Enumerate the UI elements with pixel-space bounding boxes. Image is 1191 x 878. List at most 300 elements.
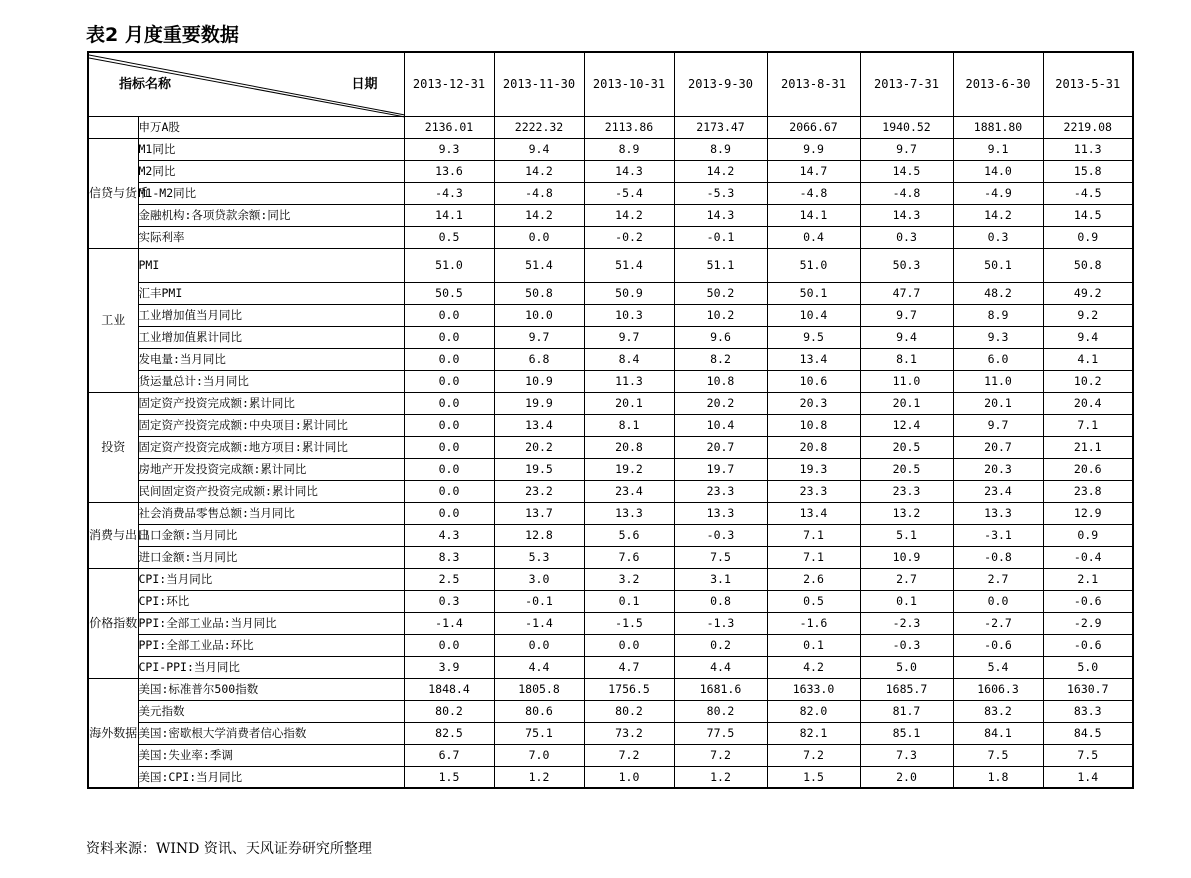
value-cell: 7.5 xyxy=(953,744,1043,766)
value-cell: 4.2 xyxy=(767,656,860,678)
value-cell: 8.9 xyxy=(584,138,674,160)
value-cell: -0.4 xyxy=(1043,546,1133,568)
value-cell: 20.8 xyxy=(767,436,860,458)
value-cell: -1.4 xyxy=(494,612,584,634)
value-cell: 20.3 xyxy=(953,458,1043,480)
indicator-name-header: 指标名称 xyxy=(119,77,172,92)
table-row xyxy=(88,248,1133,282)
value-cell: 7.1 xyxy=(767,524,860,546)
value-cell: 23.4 xyxy=(584,480,674,502)
value-cell: 13.4 xyxy=(494,414,584,436)
value-cell: 0.0 xyxy=(404,304,494,326)
value-cell: 0.3 xyxy=(860,226,953,248)
table-row xyxy=(88,568,1133,590)
value-cell: 15.8 xyxy=(1043,160,1133,182)
value-cell: 21.1 xyxy=(1043,436,1133,458)
value-cell: -1.4 xyxy=(404,612,494,634)
value-cell: 13.4 xyxy=(767,502,860,524)
value-cell: 20.7 xyxy=(953,436,1043,458)
value-cell: 1606.3 xyxy=(953,678,1043,700)
value-cell: 7.3 xyxy=(860,744,953,766)
value-cell: -0.1 xyxy=(494,590,584,612)
metric-name: 发电量:当月同比 xyxy=(138,348,404,370)
value-cell: 0.1 xyxy=(767,634,860,656)
value-cell: 23.3 xyxy=(767,480,860,502)
value-cell: 9.7 xyxy=(494,326,584,348)
value-cell: 0.5 xyxy=(767,590,860,612)
value-cell: -0.3 xyxy=(674,524,767,546)
value-cell: -4.8 xyxy=(860,182,953,204)
value-cell: -0.3 xyxy=(860,634,953,656)
value-cell: 51.4 xyxy=(584,248,674,282)
value-cell: -4.3 xyxy=(404,182,494,204)
value-cell: 20.3 xyxy=(767,392,860,414)
table-row xyxy=(88,480,1133,502)
value-cell: 3.1 xyxy=(674,568,767,590)
value-cell: 5.6 xyxy=(584,524,674,546)
value-cell: 0.0 xyxy=(404,370,494,392)
value-cell: 1805.8 xyxy=(494,678,584,700)
value-cell: 0.5 xyxy=(404,226,494,248)
value-cell: -0.8 xyxy=(953,546,1043,568)
value-cell: 7.6 xyxy=(584,546,674,568)
date-column-header: 2013-11-30 xyxy=(494,52,584,116)
value-cell: 14.2 xyxy=(953,204,1043,226)
group-label: 海外数据 xyxy=(88,678,138,788)
value-cell: 0.2 xyxy=(674,634,767,656)
value-cell: 4.7 xyxy=(584,656,674,678)
value-cell: 0.0 xyxy=(404,634,494,656)
value-cell: 13.6 xyxy=(404,160,494,182)
date-column-header: 2013-5-31 xyxy=(1043,52,1133,116)
value-cell: 0.0 xyxy=(494,634,584,656)
value-cell: 1685.7 xyxy=(860,678,953,700)
value-cell: 2.7 xyxy=(953,568,1043,590)
value-cell: 82.1 xyxy=(767,722,860,744)
group-label xyxy=(88,116,138,138)
metric-name: CPI:环比 xyxy=(138,590,404,612)
table-row xyxy=(88,370,1133,392)
value-cell: 1.2 xyxy=(674,766,767,788)
value-cell: 14.2 xyxy=(674,160,767,182)
value-cell: 11.3 xyxy=(1043,138,1133,160)
value-cell: 0.3 xyxy=(404,590,494,612)
value-cell: 77.5 xyxy=(674,722,767,744)
value-cell: 0.0 xyxy=(404,392,494,414)
metric-name: 美国:密歇根大学消费者信心指数 xyxy=(138,722,404,744)
metric-name: 工业增加值累计同比 xyxy=(138,326,404,348)
metric-name: 金融机构:各项贷款余额:同比 xyxy=(138,204,404,226)
table-body xyxy=(88,116,1133,788)
value-cell: 3.0 xyxy=(494,568,584,590)
value-cell: 50.8 xyxy=(494,282,584,304)
value-cell: 73.2 xyxy=(584,722,674,744)
value-cell: 1630.7 xyxy=(1043,678,1133,700)
value-cell: -2.7 xyxy=(953,612,1043,634)
source-note: 资料来源：WIND 资讯、天风证券研究所整理 xyxy=(86,841,372,857)
metric-name: 工业增加值当月同比 xyxy=(138,304,404,326)
value-cell: 50.3 xyxy=(860,248,953,282)
metric-name: 固定资产投资完成额:累计同比 xyxy=(138,392,404,414)
metric-name: 美国:标准普尔500指数 xyxy=(138,678,404,700)
value-cell: 9.4 xyxy=(860,326,953,348)
value-cell: 0.0 xyxy=(494,226,584,248)
value-cell: 1.4 xyxy=(1043,766,1133,788)
value-cell: 9.6 xyxy=(674,326,767,348)
value-cell: 1.5 xyxy=(767,766,860,788)
value-cell: 5.4 xyxy=(953,656,1043,678)
metric-name: 申万A股 xyxy=(138,116,404,138)
value-cell: 12.9 xyxy=(1043,502,1133,524)
value-cell: 0.9 xyxy=(1043,226,1133,248)
value-cell: 0.0 xyxy=(404,326,494,348)
table-row xyxy=(88,282,1133,304)
value-cell: 4.3 xyxy=(404,524,494,546)
value-cell: 0.0 xyxy=(584,634,674,656)
metric-name: 实际利率 xyxy=(138,226,404,248)
value-cell: 13.3 xyxy=(674,502,767,524)
value-cell: 9.9 xyxy=(767,138,860,160)
value-cell: 10.2 xyxy=(674,304,767,326)
value-cell: 1881.80 xyxy=(953,116,1043,138)
value-cell: 8.9 xyxy=(674,138,767,160)
value-cell: 2222.32 xyxy=(494,116,584,138)
value-cell: 20.1 xyxy=(860,392,953,414)
value-cell: 13.4 xyxy=(767,348,860,370)
value-cell: 19.7 xyxy=(674,458,767,480)
value-cell: 2136.01 xyxy=(404,116,494,138)
date-column-header: 2013-9-30 xyxy=(674,52,767,116)
value-cell: 5.1 xyxy=(860,524,953,546)
value-cell: 80.2 xyxy=(404,700,494,722)
value-cell: 47.7 xyxy=(860,282,953,304)
value-cell: 10.4 xyxy=(767,304,860,326)
value-cell: 0.0 xyxy=(404,414,494,436)
group-label: 信贷与货币 xyxy=(88,138,138,248)
value-cell: 1756.5 xyxy=(584,678,674,700)
group-label: 投资 xyxy=(88,392,138,502)
value-cell: -3.1 xyxy=(953,524,1043,546)
value-cell: 1.8 xyxy=(953,766,1043,788)
value-cell: 7.0 xyxy=(494,744,584,766)
value-cell: 9.3 xyxy=(953,326,1043,348)
value-cell: 7.1 xyxy=(1043,414,1133,436)
value-cell: -1.3 xyxy=(674,612,767,634)
value-cell: 9.4 xyxy=(1043,326,1133,348)
metric-name: 固定资产投资完成额:地方项目:累计同比 xyxy=(138,436,404,458)
value-cell: 5.3 xyxy=(494,546,584,568)
metric-name: M2同比 xyxy=(138,160,404,182)
value-cell: 10.6 xyxy=(767,370,860,392)
value-cell: 0.0 xyxy=(404,480,494,502)
value-cell: 0.0 xyxy=(404,436,494,458)
value-cell: 0.1 xyxy=(584,590,674,612)
table-row xyxy=(88,546,1133,568)
value-cell: 14.1 xyxy=(404,204,494,226)
value-cell: 9.2 xyxy=(1043,304,1133,326)
metric-name: 固定资产投资完成额:中央项目:累计同比 xyxy=(138,414,404,436)
table-row xyxy=(88,326,1133,348)
value-cell: 5.0 xyxy=(1043,656,1133,678)
value-cell: 11.0 xyxy=(860,370,953,392)
value-cell: 0.4 xyxy=(767,226,860,248)
table-row xyxy=(88,348,1133,370)
value-cell: 9.7 xyxy=(860,138,953,160)
value-cell: 2066.67 xyxy=(767,116,860,138)
value-cell: 20.7 xyxy=(674,436,767,458)
metric-name: 民间固定资产投资完成额:累计同比 xyxy=(138,480,404,502)
value-cell: 80.2 xyxy=(674,700,767,722)
value-cell: 50.8 xyxy=(1043,248,1133,282)
metric-name: 汇丰PMI xyxy=(138,282,404,304)
value-cell: 1848.4 xyxy=(404,678,494,700)
table-row xyxy=(88,678,1133,700)
value-cell: 13.3 xyxy=(584,502,674,524)
table-row xyxy=(88,226,1133,248)
value-cell: 51.1 xyxy=(674,248,767,282)
value-cell: 23.4 xyxy=(953,480,1043,502)
value-cell: 2.1 xyxy=(1043,568,1133,590)
table-row xyxy=(88,502,1133,524)
value-cell: 84.1 xyxy=(953,722,1043,744)
table-row xyxy=(88,766,1133,788)
value-cell: -0.6 xyxy=(953,634,1043,656)
value-cell: 20.5 xyxy=(860,436,953,458)
date-column-header: 2013-8-31 xyxy=(767,52,860,116)
value-cell: 7.1 xyxy=(767,546,860,568)
value-cell: 7.2 xyxy=(584,744,674,766)
value-cell: 2.7 xyxy=(860,568,953,590)
value-cell: 14.5 xyxy=(1043,204,1133,226)
value-cell: 12.4 xyxy=(860,414,953,436)
value-cell: 9.3 xyxy=(404,138,494,160)
value-cell: 48.2 xyxy=(953,282,1043,304)
metric-name: PPI:全部工业品:当月同比 xyxy=(138,612,404,634)
value-cell: 2.5 xyxy=(404,568,494,590)
table-row xyxy=(88,392,1133,414)
value-cell: 1633.0 xyxy=(767,678,860,700)
diagonal-header-cell xyxy=(88,52,404,116)
value-cell: 0.3 xyxy=(953,226,1043,248)
value-cell: 80.6 xyxy=(494,700,584,722)
value-cell: 84.5 xyxy=(1043,722,1133,744)
metric-name: M1-M2同比 xyxy=(138,182,404,204)
value-cell: 49.2 xyxy=(1043,282,1133,304)
value-cell: 20.1 xyxy=(953,392,1043,414)
value-cell: -4.8 xyxy=(767,182,860,204)
value-cell: 50.2 xyxy=(674,282,767,304)
value-cell: 23.3 xyxy=(860,480,953,502)
table-row xyxy=(88,744,1133,766)
value-cell: 10.4 xyxy=(674,414,767,436)
value-cell: 23.3 xyxy=(674,480,767,502)
table-row xyxy=(88,656,1133,678)
value-cell: 19.9 xyxy=(494,392,584,414)
value-cell: 14.1 xyxy=(767,204,860,226)
value-cell: 23.8 xyxy=(1043,480,1133,502)
value-cell: 9.4 xyxy=(494,138,584,160)
value-cell: 20.8 xyxy=(584,436,674,458)
value-cell: 0.8 xyxy=(674,590,767,612)
value-cell: 20.1 xyxy=(584,392,674,414)
value-cell: 0.0 xyxy=(953,590,1043,612)
value-cell: 10.3 xyxy=(584,304,674,326)
value-cell: 10.9 xyxy=(860,546,953,568)
value-cell: 20.2 xyxy=(674,392,767,414)
value-cell: 0.0 xyxy=(404,348,494,370)
metric-name: M1同比 xyxy=(138,138,404,160)
value-cell: 20.2 xyxy=(494,436,584,458)
value-cell: -5.4 xyxy=(584,182,674,204)
value-cell: 50.1 xyxy=(767,282,860,304)
value-cell: 13.3 xyxy=(953,502,1043,524)
table-row xyxy=(88,182,1133,204)
value-cell: 1.2 xyxy=(494,766,584,788)
value-cell: 2219.08 xyxy=(1043,116,1133,138)
value-cell: 19.3 xyxy=(767,458,860,480)
value-cell: -0.2 xyxy=(584,226,674,248)
value-cell: 5.0 xyxy=(860,656,953,678)
table-row xyxy=(88,414,1133,436)
monthly-data-table xyxy=(87,51,1134,789)
value-cell: 4.4 xyxy=(674,656,767,678)
value-cell: 14.3 xyxy=(860,204,953,226)
value-cell: 19.5 xyxy=(494,458,584,480)
value-cell: 82.5 xyxy=(404,722,494,744)
table-row xyxy=(88,116,1133,138)
value-cell: -4.9 xyxy=(953,182,1043,204)
value-cell: -5.3 xyxy=(674,182,767,204)
group-label: 工业 xyxy=(88,248,138,392)
table-row xyxy=(88,204,1133,226)
table-row xyxy=(88,524,1133,546)
value-cell: 1.0 xyxy=(584,766,674,788)
metric-name: PPI:全部工业品:环比 xyxy=(138,634,404,656)
value-cell: 14.0 xyxy=(953,160,1043,182)
metric-name: 房地产开发投资完成额:累计同比 xyxy=(138,458,404,480)
value-cell: 2173.47 xyxy=(674,116,767,138)
value-cell: -2.9 xyxy=(1043,612,1133,634)
value-cell: 11.3 xyxy=(584,370,674,392)
value-cell: -0.6 xyxy=(1043,590,1133,612)
value-cell: 0.0 xyxy=(404,458,494,480)
value-cell: 8.2 xyxy=(674,348,767,370)
value-cell: -4.5 xyxy=(1043,182,1133,204)
value-cell: 8.3 xyxy=(404,546,494,568)
value-cell: 14.2 xyxy=(584,204,674,226)
value-cell: 20.5 xyxy=(860,458,953,480)
value-cell: 50.1 xyxy=(953,248,1043,282)
value-cell: 0.0 xyxy=(404,502,494,524)
metric-name: CPI:当月同比 xyxy=(138,568,404,590)
date-column-header: 2013-6-30 xyxy=(953,52,1043,116)
value-cell: 80.2 xyxy=(584,700,674,722)
value-cell: 7.2 xyxy=(674,744,767,766)
value-cell: 10.2 xyxy=(1043,370,1133,392)
value-cell: 83.3 xyxy=(1043,700,1133,722)
value-cell: 0.9 xyxy=(1043,524,1133,546)
value-cell: 11.0 xyxy=(953,370,1043,392)
value-cell: 1.5 xyxy=(404,766,494,788)
value-cell: 7.2 xyxy=(767,744,860,766)
value-cell: 2.0 xyxy=(860,766,953,788)
value-cell: 7.5 xyxy=(1043,744,1133,766)
value-cell: 14.7 xyxy=(767,160,860,182)
value-cell: -0.6 xyxy=(1043,634,1133,656)
value-cell: 3.9 xyxy=(404,656,494,678)
value-cell: 3.2 xyxy=(584,568,674,590)
group-label: 消费与出口 xyxy=(88,502,138,568)
value-cell: 82.0 xyxy=(767,700,860,722)
header-row xyxy=(88,52,1133,116)
group-label: 价格指数 xyxy=(88,568,138,678)
value-cell: 81.7 xyxy=(860,700,953,722)
value-cell: 19.2 xyxy=(584,458,674,480)
value-cell: 2.6 xyxy=(767,568,860,590)
value-cell: 9.5 xyxy=(767,326,860,348)
date-column-header: 2013-7-31 xyxy=(860,52,953,116)
value-cell: 50.5 xyxy=(404,282,494,304)
metric-name: CPI-PPI:当月同比 xyxy=(138,656,404,678)
metric-name: PMI xyxy=(138,248,404,282)
value-cell: 1940.52 xyxy=(860,116,953,138)
value-cell: 20.4 xyxy=(1043,392,1133,414)
value-cell: 83.2 xyxy=(953,700,1043,722)
value-cell: 13.2 xyxy=(860,502,953,524)
table-row xyxy=(88,160,1133,182)
value-cell: 10.8 xyxy=(767,414,860,436)
table-row xyxy=(88,458,1133,480)
value-cell: 51.4 xyxy=(494,248,584,282)
value-cell: 9.7 xyxy=(953,414,1043,436)
value-cell: 14.3 xyxy=(674,204,767,226)
value-cell: 2113.86 xyxy=(584,116,674,138)
value-cell: 85.1 xyxy=(860,722,953,744)
table-row xyxy=(88,138,1133,160)
value-cell: 9.7 xyxy=(860,304,953,326)
date-column-header: 2013-12-31 xyxy=(404,52,494,116)
value-cell: 51.0 xyxy=(767,248,860,282)
value-cell: 50.9 xyxy=(584,282,674,304)
metric-name: 进口金额:当月同比 xyxy=(138,546,404,568)
metric-name: 出口金额:当月同比 xyxy=(138,524,404,546)
metric-name: 美国:CPI:当月同比 xyxy=(138,766,404,788)
value-cell: 10.9 xyxy=(494,370,584,392)
value-cell: 12.8 xyxy=(494,524,584,546)
value-cell: -1.6 xyxy=(767,612,860,634)
value-cell: 9.1 xyxy=(953,138,1043,160)
metric-name: 货运量总计:当月同比 xyxy=(138,370,404,392)
table-row xyxy=(88,304,1133,326)
value-cell: 1681.6 xyxy=(674,678,767,700)
value-cell: -4.8 xyxy=(494,182,584,204)
metric-name: 美元指数 xyxy=(138,700,404,722)
date-column-header: 2013-10-31 xyxy=(584,52,674,116)
table-row xyxy=(88,590,1133,612)
metric-name: 社会消费品零售总额:当月同比 xyxy=(138,502,404,524)
value-cell: 13.7 xyxy=(494,502,584,524)
value-cell: 14.5 xyxy=(860,160,953,182)
value-cell: 51.0 xyxy=(404,248,494,282)
value-cell: 8.1 xyxy=(860,348,953,370)
value-cell: 14.2 xyxy=(494,204,584,226)
value-cell: 75.1 xyxy=(494,722,584,744)
date-header: 日期 xyxy=(351,77,378,92)
table-row xyxy=(88,722,1133,744)
value-cell: 7.5 xyxy=(674,546,767,568)
value-cell: -1.5 xyxy=(584,612,674,634)
page-title: 表2 月度重要数据 xyxy=(86,24,239,46)
